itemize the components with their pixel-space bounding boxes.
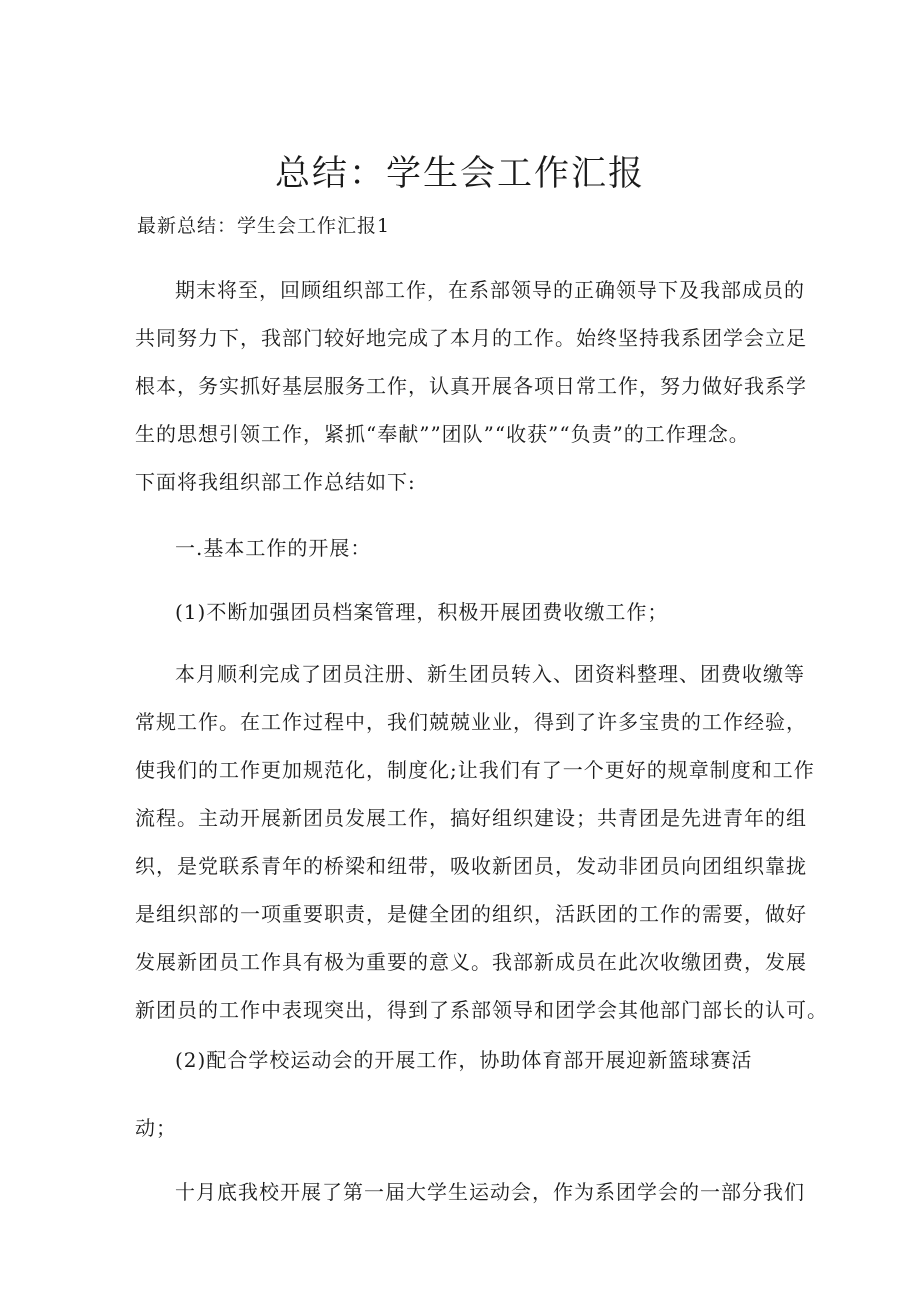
paragraph-2-line: 新团员的工作中表现突出，得到了系部领导和团学会其他部门部长的认可。	[135, 998, 828, 1022]
section-heading-1: 一.基本工作的开展：	[175, 536, 372, 560]
section-heading-2: (1)不断加强团员档案管理，积极开展团费收缴工作；	[175, 600, 669, 624]
paragraph-1-line: 根本，务实抓好基层服务工作，认真开展各项日常工作，努力做好我系学	[135, 374, 807, 398]
paragraph-2-line: 常规工作。在工作过程中，我们兢兢业业，得到了许多宝贵的工作经验，	[135, 710, 807, 734]
paragraph-2-line: 流程。主动开展新团员发展工作，搞好组织建设；共青团是先进青年的组	[135, 806, 807, 830]
section-heading-3-line-2: 动；	[135, 1116, 177, 1140]
paragraph-2-line: 发展新团员工作具有极为重要的意义。我部新成员在此次收缴团费，发展	[135, 950, 807, 974]
paragraph-2-line: 织，是党联系青年的桥梁和纽带，吸收新团员，发动非团员向团组织靠拢	[135, 854, 807, 878]
paragraph-3-line: 十月底我校开展了第一届大学生运动会，作为系团学会的一部分我们	[175, 1180, 805, 1204]
paragraph-1	[135, 266, 807, 506]
section-heading-3-line-1: (2)配合学校运动会的开展工作，协助体育部开展迎新篮球赛活	[175, 1048, 753, 1072]
paragraph-2-line: 是组织部的一项重要职责，是健全团的组织，活跃团的工作的需要，做好	[135, 902, 807, 926]
document-subtitle: 最新总结：学生会工作汇报1	[137, 215, 391, 237]
paragraph-1-line: 共同努力下，我部门较好地完成了本月的工作。始终坚持我系团学会立足	[135, 326, 807, 350]
paragraph-2-line: 使我们的工作更加规范化，制度化;让我们有了一个更好的规章制度和工作	[135, 758, 815, 782]
paragraph-3	[135, 1168, 805, 1216]
paragraph-1-line: 期末将至，回顾组织部工作，在系部领导的正确领导下及我部成员的	[175, 278, 805, 302]
paragraph-1-line: 下面将我组织部工作总结如下:	[135, 470, 416, 494]
document-title: 总结：学生会工作汇报	[274, 154, 645, 194]
paragraph-2-line: 本月顺利完成了团员注册、新生团员转入、团资料整理、团费收缴等	[175, 662, 805, 686]
paragraph-1-line: 生的思想引领工作，紧抓“奉献””团队”“收获”“负责”的工作理念。	[135, 422, 750, 446]
paragraph-2	[135, 650, 828, 1034]
